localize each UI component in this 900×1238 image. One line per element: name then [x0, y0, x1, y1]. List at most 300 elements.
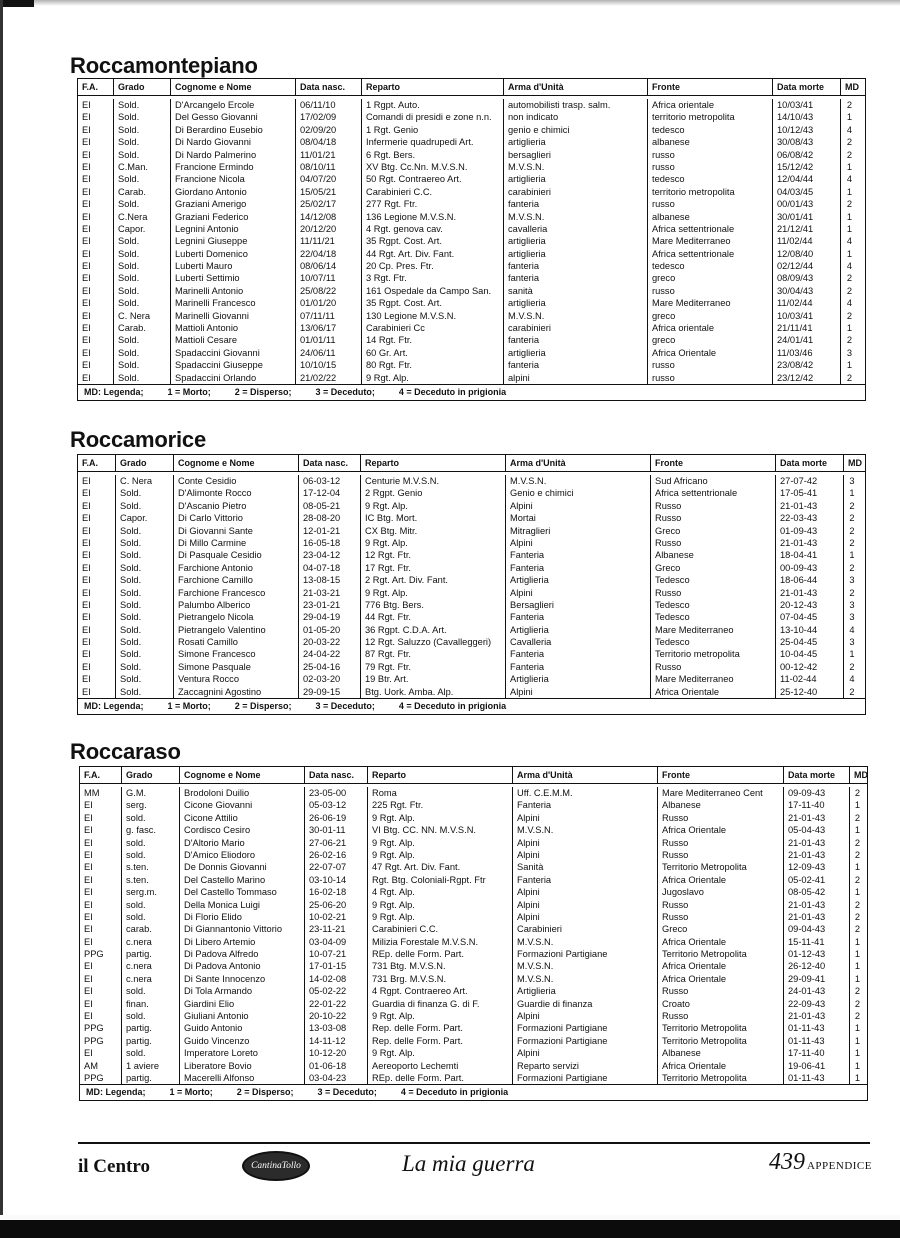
table-column [850, 787, 864, 1084]
table-column [116, 475, 174, 698]
table-cell: 06/11/10 [300, 100, 336, 110]
table-cell: 2 [846, 100, 853, 110]
table-cell: Territorio Metropolita [662, 1072, 747, 1083]
column-header: Cognome e Nome [180, 767, 305, 783]
table-cell: 03-04-09 [309, 936, 347, 947]
table-cell: D'Amico Eliodoro [184, 849, 256, 860]
table-cell: 08/09/43 [777, 273, 814, 284]
table-cell: 01/01/11 [300, 335, 336, 346]
table-cell: partig. [126, 949, 152, 960]
table-cell: 23-01-21 [303, 599, 341, 610]
column-header: Data nasc. [305, 767, 368, 783]
table-cell: Aereoporto Lechemti [372, 1060, 459, 1071]
table-cell: Guardia di finanza G. di F. [372, 998, 480, 1009]
table-cell: 1 Rgpt. Auto. [366, 100, 420, 110]
table-cell: Sold. [120, 488, 142, 499]
table-cell: 11/11/21 [300, 236, 335, 247]
table-cell: 2 Rgt. Art. Div. Fant. [365, 575, 449, 586]
column-header: Arma d'Unità [513, 767, 658, 783]
table-cell: Mare Mediterraneo [655, 674, 734, 685]
table-cell: 25/08/22 [300, 285, 337, 296]
table-cell: 21-03-21 [303, 587, 341, 598]
table-cell: Carabinieri Cc [366, 323, 425, 334]
table-cell: 1 [846, 211, 853, 222]
table-cell: EI [84, 924, 93, 935]
table-cell: EI [82, 124, 91, 135]
table-cell: Mare Mediterraneo Cent [662, 788, 763, 798]
table-cell: Di Millo Carmine [178, 537, 247, 548]
table-cell: Uff. C.E.M.M. [517, 788, 573, 798]
table-cell: Pietrangelo Valentino [178, 624, 266, 635]
table-cell: 731 Brg. M.V.S.N. [372, 973, 447, 984]
table-cell: 87 Rgt. Ftr. [365, 649, 411, 660]
table-cell: carab. [126, 924, 152, 935]
table-cell: EI [84, 998, 93, 1009]
table-cell: D'Altorio Mario [184, 837, 245, 848]
table-cell: 25-06-20 [309, 899, 347, 910]
table-cell: 11-02-44 [780, 674, 817, 685]
table-cell: 05-04-43 [788, 825, 826, 836]
table-cell: Centurie M.V.S.N. [365, 476, 440, 486]
table-cell: Giuliani Antonio [184, 1011, 249, 1022]
table-cell: tedesco [652, 174, 685, 185]
table-cell: 2 [854, 911, 861, 922]
table-cell: Russo [662, 837, 689, 848]
table-cell: 10/03/41 [777, 310, 814, 321]
scan-binding-edge [0, 0, 3, 1238]
table-cell: 10-02-21 [309, 911, 347, 922]
table-cell: Fanteria [510, 661, 545, 672]
table-cell: 2 [854, 874, 861, 885]
table-cell: sold. [126, 899, 146, 910]
table-cell: 9 Rgt. Alp. [372, 812, 415, 823]
table-cell: 9 Rgt. Alp. [372, 911, 415, 922]
table-cell: Fanteria [517, 874, 552, 885]
table-column [174, 475, 299, 698]
table-cell: EI [82, 137, 91, 148]
column-header: MD [845, 82, 859, 92]
column-header: Cognome e Nome [174, 455, 299, 471]
legend-item: 1 = Morto; [167, 386, 211, 397]
table-cell: M.V.S.N. [517, 961, 554, 972]
table-cell: g. fasc. [126, 825, 156, 836]
table-cell: 1 [854, 1023, 861, 1034]
table-cell: EI [82, 513, 91, 524]
table-cell: Genio e chimici [510, 488, 574, 499]
table-cell: EI [82, 661, 91, 672]
table-cell: 14/10/43 [777, 112, 814, 123]
table-cell: Sanità [517, 862, 544, 873]
table-cell: 13-03-08 [309, 1023, 347, 1034]
table-column [361, 475, 506, 698]
table-cell: partig. [126, 1023, 152, 1034]
table-cell: 3 [849, 612, 855, 623]
table-header [78, 79, 865, 96]
table-cell: c.nera [126, 936, 152, 947]
table-cell: russo [652, 360, 675, 371]
table-cell: Africa Orientale [662, 973, 727, 984]
table-column [362, 99, 504, 384]
table-cell: Sold. [118, 248, 140, 259]
table-cell: 29-09-41 [788, 973, 826, 984]
table-cell: 12 Rgt. Saluzzo (Cavalleggeri) [365, 637, 492, 648]
table-cell: Sold. [120, 599, 142, 610]
footer-rule [78, 1142, 870, 1144]
column-header: Cognome e Nome [171, 79, 296, 95]
table-cell: 30-01-11 [309, 825, 346, 836]
table-cell: Alpini [510, 686, 533, 697]
table-cell: Alpini [517, 812, 540, 823]
table-cell: carabinieri [508, 186, 551, 197]
table-cell: 4 [849, 624, 855, 635]
table-cell: G.M. [126, 788, 147, 798]
table-cell: EI [82, 323, 91, 334]
table-cell: 50 Rgt. Contraereo Art. [366, 174, 462, 185]
table-cell: 12/04/44 [777, 174, 814, 185]
column-header: Reparto [362, 79, 504, 95]
table-cell: Imperatore Loreto [184, 1048, 258, 1059]
table-column [299, 475, 361, 698]
table-cell: 11/02/44 [777, 298, 813, 309]
table-cell: Di Padova Alfredo [184, 949, 259, 960]
table-cell: 01-05-20 [303, 624, 341, 635]
table-cell: EI [82, 261, 91, 272]
table-cell: 9 Rgt. Alp. [365, 500, 408, 511]
table-cell: EI [84, 800, 93, 811]
table-cell: 2 [849, 500, 855, 511]
table-cell: artiglieria [508, 347, 546, 358]
table-cell: Tedesco [655, 575, 690, 586]
table-cell: 9 Rgt. Alp. [366, 372, 409, 383]
table-cell: 80 Rgt. Ftr. [366, 360, 412, 371]
table-cell: EI [82, 476, 91, 486]
section-roccamorice [70, 427, 866, 725]
column-header: Reparto [361, 455, 506, 471]
table-column [80, 787, 122, 1084]
table-cell: EI [82, 335, 91, 346]
column-header: Data nasc. [296, 79, 362, 95]
table-cell: Russo [662, 849, 689, 860]
table-cell: fanteria [508, 261, 540, 272]
column-header: Data morte [773, 79, 841, 95]
table-cell: Milizia Forestale M.V.S.N. [372, 936, 479, 947]
table-cell: Liberatore Bovio [184, 1060, 252, 1071]
table-cell: sold. [126, 1048, 146, 1059]
table-cell: Africa Orientale [652, 347, 717, 358]
table-cell: 731 Btg. M.V.S.N. [372, 961, 446, 972]
table-cell: 10/12/43 [777, 124, 814, 135]
table-cell: Fanteria [510, 562, 545, 573]
table-cell: 20-03-22 [303, 637, 341, 648]
page-section-label: APPENDICE [806, 1160, 872, 1172]
table-cell: c.nera [126, 961, 152, 972]
table-cell: Albanese [655, 550, 694, 561]
table-cell: Albanese [662, 800, 701, 811]
table-cell: artiglieria [508, 298, 546, 309]
table-cell: 10-07-21 [309, 949, 347, 960]
table-cell: EI [82, 347, 91, 358]
table-cell: EI [84, 874, 93, 885]
table-header [78, 455, 865, 472]
table-cell: Sold. [120, 612, 142, 623]
table-cell: sold. [126, 849, 146, 860]
table-cell: russo [652, 372, 675, 383]
legend [78, 384, 865, 400]
table-cell: EI [82, 674, 91, 685]
table-cell: M.V.S.N. [508, 310, 545, 321]
table-cell: Btg. Uork. Amba. Alp. [365, 686, 454, 697]
column-header: F.A. [80, 767, 122, 783]
table-cell: Spadaccini Giovanni [175, 347, 260, 358]
table-cell: territorio metropolita [652, 186, 735, 197]
table-cell: Francione Nicola [175, 174, 245, 185]
table-cell: EI [82, 273, 91, 284]
table-cell: 47 Rgt. Art. Div. Fant. [372, 862, 461, 873]
table-cell: russo [652, 199, 675, 210]
table-cell: artiglieria [508, 174, 546, 185]
table-cell: 02/12/44 [777, 261, 814, 272]
table-cell: 3 [849, 476, 855, 486]
table-cell: Sold. [120, 550, 142, 561]
table-cell: 225 Rgt. Ftr. [372, 800, 424, 811]
table-cell: 15-11-41 [788, 936, 825, 947]
table-cell: russo [652, 149, 675, 160]
table-column [513, 787, 658, 1084]
table-cell: EI [82, 562, 91, 573]
table-cell: 28-08-20 [303, 513, 341, 524]
table-cell: 17 Rgt. Ftr. [365, 562, 411, 573]
table-cell: Formazioni Partigiane [517, 1035, 608, 1046]
legend-title: MD: Legenda; [84, 386, 144, 397]
table-cell: 4 [846, 236, 853, 247]
table-cell: fanteria [508, 199, 540, 210]
table-cell: M.V.S.N. [517, 973, 554, 984]
table-cell: tedesco [652, 261, 685, 272]
table-cell: Infermerie quadrupedi Art. [366, 137, 474, 148]
table-cell: Africa settentrionale [652, 248, 735, 259]
table-cell: Del Gesso Giovanni [175, 112, 258, 123]
table-cell: EI [82, 174, 91, 185]
table-cell: 25-04-16 [303, 661, 341, 672]
table-cell: Di Berardino Eusebio [175, 124, 263, 135]
table-cell: 17-05-41 [780, 488, 818, 499]
table-cell: Di Florio Elido [184, 911, 242, 922]
table-cell: Zaccagnini Agostino [178, 686, 262, 697]
column-header: Grado [114, 79, 171, 95]
table-cell: REp. delle Form. Part. [372, 949, 464, 960]
table-cell: Alpini [517, 899, 540, 910]
table-cell: 3 [849, 599, 855, 610]
table-cell: Carabinieri [517, 924, 562, 935]
table-cell: 23-11-21 [309, 924, 346, 935]
table-column [78, 99, 114, 384]
table-cell: Di Pasquale Cesidio [178, 550, 262, 561]
casualty-table [77, 78, 866, 401]
table-cell: 1 [854, 1048, 861, 1059]
table-cell: EI [82, 372, 91, 383]
table-cell: 18-04-41 [780, 550, 818, 561]
legend-item: 2 = Disperso; [234, 386, 292, 397]
table-cell: Sold. [118, 298, 140, 309]
scan-edge [0, 0, 900, 6]
table-cell: 4 [846, 124, 853, 135]
table-cell: Formazioni Partigiane [517, 1023, 608, 1034]
table-cell: 01-06-18 [309, 1060, 347, 1071]
table-cell: Marinelli Giovanni [175, 310, 249, 321]
table-cell: Africa settentrionale [652, 223, 735, 234]
table-cell: Fanteria [517, 800, 552, 811]
table-cell: Graziani Federico [175, 211, 249, 222]
table-cell: 2 [854, 924, 861, 935]
table-cell: finan. [126, 998, 149, 1009]
table-cell: 23/12/42 [777, 372, 814, 383]
table-cell: AM [84, 1060, 98, 1071]
table-cell: EI [82, 285, 91, 296]
table-cell: EI [82, 161, 91, 172]
table-cell: 26-06-19 [309, 812, 347, 823]
table-cell: Jugoslavo [662, 887, 704, 898]
column-header: F.A. [78, 455, 116, 471]
table-cell: EI [84, 986, 93, 997]
table-cell: Mitraglieri [510, 525, 551, 536]
table-cell: Sold. [118, 174, 140, 185]
table-cell: 1 [854, 862, 861, 873]
column-header: Grado [116, 455, 174, 471]
column-header: Reparto [368, 767, 513, 783]
table-cell: Africa Orientale [662, 874, 727, 885]
table-cell: Francione Ermindo [175, 161, 254, 172]
table-cell: EI [82, 298, 91, 309]
table-cell: EI [84, 812, 93, 823]
table-cell: EI [84, 961, 93, 972]
table-cell: 17-01-15 [309, 961, 347, 972]
table-cell: 3 [846, 347, 853, 358]
section-roccamontepiano [70, 53, 866, 411]
table-cell: 776 Btg. Bers. [365, 599, 424, 610]
table-cell: 04/03/45 [777, 186, 814, 197]
table-cell: EI [82, 223, 91, 234]
table-cell: Artiglieria [510, 575, 549, 586]
table-cell: artiglieria [508, 248, 546, 259]
table-cell: genio e chimici [508, 124, 570, 135]
table-cell: 12-01-21 [303, 525, 341, 536]
table-cell: 26-02-16 [309, 849, 347, 860]
table-cell: fanteria [508, 360, 540, 371]
table-cell: MM [84, 788, 100, 798]
table-cell: Roma [372, 788, 397, 798]
table-cell: Bersaglieri [510, 599, 554, 610]
table-cell: 2 [846, 372, 853, 383]
table-cell: Di Nardo Giovanni [175, 137, 251, 148]
table-cell: 03-10-14 [309, 874, 347, 885]
table-cell: EI [82, 637, 91, 648]
table-cell: Rgt. Btg. Coloniali-Rgpt. Ftr [372, 874, 486, 885]
table-cell: 19 Btr. Art. [365, 674, 409, 685]
table-cell: Sold. [120, 637, 142, 648]
table-cell: Graziani Amerigo [175, 199, 247, 210]
table-cell: 20 Cp. Pres. Ftr. [366, 261, 434, 272]
table-cell: 19-06-41 [788, 1060, 826, 1071]
table-cell: D'Ascanio Pietro [178, 500, 247, 511]
table-cell: serg.m. [126, 887, 157, 898]
table-cell: 13-10-44 [780, 624, 818, 635]
table-cell: sanità [508, 285, 533, 296]
table-cell: Greco [662, 924, 688, 935]
table-cell: Alpini [517, 849, 540, 860]
table-cell: Di Carlo Vittorio [178, 513, 243, 524]
table-cell: Conte Cesidio [178, 476, 237, 486]
table-cell: EI [84, 825, 93, 836]
table-cell: Mare Mediterraneo [652, 298, 731, 309]
table-cell: 2 [846, 273, 853, 284]
table-cell: 79 Rgt. Ftr. [365, 661, 411, 672]
table-cell: 21-01-43 [788, 911, 826, 922]
table-cell: 21/12/41 [777, 223, 814, 234]
page-number-value: 439 [768, 1149, 805, 1175]
table-cell: Africa Orientale [655, 686, 720, 697]
table-cell: 21-01-43 [788, 899, 826, 910]
table-cell: 29-04-19 [303, 612, 341, 623]
table-cell: 161 Ospedale da Campo San. [366, 285, 492, 296]
table-cell: M.V.S.N. [508, 161, 545, 172]
table-cell: 16-02-18 [309, 887, 347, 898]
table-cell: 06/08/42 [777, 149, 814, 160]
table-cell: Africa settentrionale [655, 488, 738, 499]
table-header [80, 767, 867, 784]
table-cell: 1 [854, 973, 861, 984]
table-cell: Mattioli Antonio [175, 323, 239, 334]
table-cell: 9 Rgt. Alp. [372, 1011, 415, 1022]
table-cell: Alpini [510, 500, 533, 511]
table-cell: 08/04/18 [300, 137, 337, 148]
table-cell: 1 [846, 161, 853, 172]
table-cell: Tedesco [655, 612, 690, 623]
table-cell: 01-11-43 [788, 1072, 825, 1083]
table-cell: Russo [655, 500, 682, 511]
table-cell: 2 [854, 986, 861, 997]
table-column [658, 787, 784, 1084]
table-cell: 14 Rgt. Ftr. [366, 335, 412, 346]
table-cell: 2 [854, 788, 861, 798]
table-cell: carabinieri [508, 323, 551, 334]
table-cell: EI [82, 575, 91, 586]
table-cell: 2 [849, 525, 855, 536]
table-cell: Di Nardo Palmerino [175, 149, 257, 160]
table-cell: 2 [854, 899, 861, 910]
table-cell: 130 Legione M.V.S.N. [366, 310, 457, 321]
table-cell: 12-09-43 [788, 862, 826, 873]
table-cell: 1 [854, 1072, 861, 1083]
table-cell: 44 Rgt. Art. Div. Fant. [366, 248, 455, 259]
table-cell: Africa Orientale [662, 936, 727, 947]
table-cell: 06-03-12 [303, 476, 341, 486]
table-cell: 04-07-18 [303, 562, 341, 573]
table-cell: Alpini [517, 1048, 540, 1059]
table-cell: sold. [126, 986, 146, 997]
table-cell: 2 [854, 837, 861, 848]
table-cell: c.nera [126, 973, 152, 984]
table-cell: 1 [846, 186, 853, 197]
table-cell: C.Nera [118, 211, 148, 222]
table-cell: 1 [846, 323, 853, 334]
table-cell: 1 aviere [126, 1060, 160, 1071]
table-cell: EI [82, 199, 91, 210]
table-cell: 21-01-43 [780, 537, 818, 548]
sponsor-logo: CantinaTollo [242, 1151, 310, 1181]
table-cell: Cavalleria [510, 637, 552, 648]
table-cell: EI [84, 1011, 93, 1022]
table-cell: EI [82, 624, 91, 635]
